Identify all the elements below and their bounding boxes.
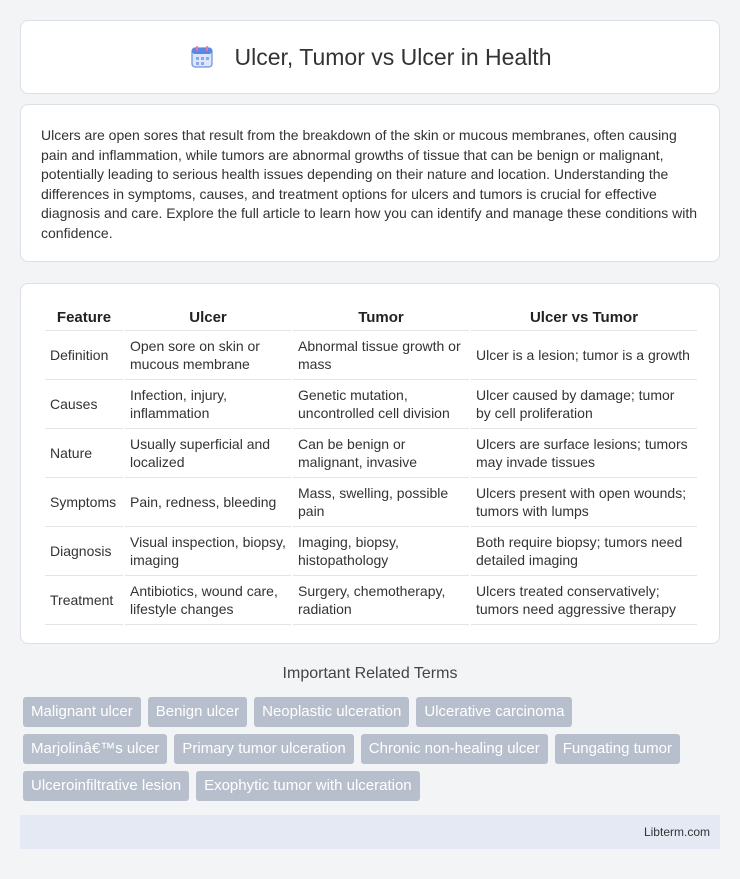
related-terms-title: Important Related Terms (282, 665, 458, 682)
comparison-table-card (20, 283, 720, 644)
table-cell: Ulcers treated conservatively; tumors need aggressive therapy (471, 576, 697, 625)
intro-text: Ulcers are open sores that result from the breakdown of the skin or mucous membranes, often causing pain and inflammation, while tumors are abnormal growths of tissue that can be benign or malignant, potentially leading to serious health issues depending on their nature and location. Understanding the differences in symptoms, causes, and treatment options for ulcers and tumors is crucial for effective diagnosis and care. Explore the full article to learn how you can identify and manage these conditions with confidence. (41, 127, 698, 241)
related-term-tag[interactable]: Ulcerative carcinoma (416, 697, 572, 727)
related-terms-list (23, 697, 723, 801)
related-term-tag[interactable]: Fungating tumor (555, 734, 680, 764)
header-card (20, 20, 720, 94)
table-cell: Surgery, chemotherapy, radiation (293, 576, 469, 625)
table-cell: Ulcer is a lesion; tumor is a growth (471, 331, 697, 380)
column-header: Ulcer (125, 303, 291, 331)
related-term-tag[interactable]: Ulceroinfiltrative lesion (23, 771, 189, 801)
table-cell: Infection, injury, inflammation (125, 380, 291, 429)
page-title: Ulcer, Tumor vs Ulcer in Health (234, 43, 552, 70)
table-row (45, 380, 697, 429)
table-cell: Usually superficial and localized (125, 429, 291, 478)
table-row (45, 576, 697, 625)
table-cell: Ulcers are surface lesions; tumors may invade tissues (471, 429, 697, 478)
table-row (45, 478, 697, 527)
calendar-icon (189, 44, 215, 70)
table-row (45, 429, 697, 478)
table-cell: Nature (45, 429, 123, 478)
related-term-tag[interactable]: Marjolinâ€™s ulcer (23, 734, 167, 764)
related-term-tag[interactable]: Neoplastic ulceration (254, 697, 409, 727)
table-cell: Pain, redness, bleeding (125, 478, 291, 527)
table-cell: Open sore on skin or mucous membrane (125, 331, 291, 380)
related-term-tag[interactable]: Primary tumor ulceration (174, 734, 353, 764)
column-header: Feature (45, 303, 123, 331)
footer-brand[interactable]: Libterm.com (643, 825, 710, 839)
comparison-table (43, 303, 699, 625)
table-cell: Definition (45, 331, 123, 380)
table-cell: Ulcers present with open wounds; tumors with lumps (471, 478, 697, 527)
table-cell: Diagnosis (45, 527, 123, 576)
table-cell: Genetic mutation, uncontrolled cell division (293, 380, 469, 429)
table-cell: Antibiotics, wound care, lifestyle changes (125, 576, 291, 625)
table-cell: Both require biopsy; tumors need detailed imaging (471, 527, 697, 576)
table-row (45, 527, 697, 576)
table-cell: Causes (45, 380, 123, 429)
footer (20, 815, 720, 849)
table-cell: Ulcer caused by damage; tumor by cell proliferation (471, 380, 697, 429)
column-header: Ulcer vs Tumor (471, 303, 697, 331)
table-cell: Can be benign or malignant, invasive (293, 429, 469, 478)
related-term-tag[interactable]: Exophytic tumor with ulceration (196, 771, 420, 801)
intro-card (20, 104, 720, 262)
table-cell: Imaging, biopsy, histopathology (293, 527, 469, 576)
table-cell: Visual inspection, biopsy, imaging (125, 527, 291, 576)
table-cell: Mass, swelling, possible pain (293, 478, 469, 527)
column-header: Tumor (293, 303, 469, 331)
related-term-tag[interactable]: Chronic non-healing ulcer (361, 734, 548, 764)
table-body (45, 331, 697, 625)
table-cell: Symptoms (45, 478, 123, 527)
table-header-row (45, 303, 697, 331)
table-cell: Treatment (45, 576, 123, 625)
related-term-tag[interactable]: Malignant ulcer (23, 697, 141, 727)
related-term-tag[interactable]: Benign ulcer (148, 697, 247, 727)
table-row (45, 331, 697, 380)
table-cell: Abnormal tissue growth or mass (293, 331, 469, 380)
